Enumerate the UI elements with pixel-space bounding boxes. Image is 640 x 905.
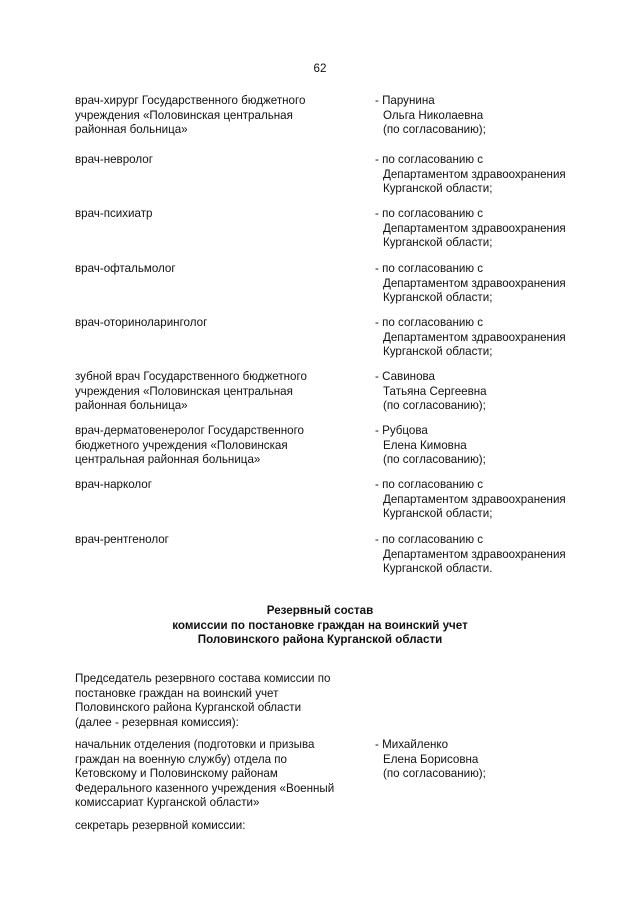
member-person: - Савинова Татьяна Сергеевна (по согласованию); [375, 370, 487, 413]
reserve-section-title: Резервный состав комиссии по постановке граждан на воинский учет Половинского района Курганской области [172, 604, 468, 647]
member-person: - по согласованию с Департаментом здравоохранения Курганской области; [375, 316, 566, 359]
member-person: - по согласованию с Департаментом здравоохранения Курганской области; [375, 153, 566, 196]
member-person: - Парунина Ольга Николаевна (по согласованию); [375, 94, 486, 137]
member-person: - по согласованию с Департаментом здравоохранения Курганской области; [375, 262, 566, 305]
member-person: - Рубцова Елена Кимовна (по согласованию); [375, 424, 486, 467]
member-role: начальник отделения (подготовки и призыва граждан на военную службу) отдела по Кетовскому и Половинскому районам Федерального казенного учреждения «Военный комиссариат Курганской области» [75, 738, 335, 810]
member-person: - Михайленко Елена Борисовна (по согласованию); [375, 738, 486, 781]
member-person: - по согласованию с Департаментом здравоохранения Курганской области. [375, 533, 566, 576]
member-role: секретарь резервной комиссии: [75, 819, 246, 832]
member-role: врач-офтальмолог [75, 262, 176, 275]
member-role: врач-нарколог [75, 478, 152, 491]
member-person: - по согласованию с Департаментом здравоохранения Курганской области; [375, 478, 566, 521]
member-role: зубной врач Государственного бюджетного учреждения «Половинская центральная районная больница» [75, 370, 307, 413]
member-role: врач-дерматовенеролог Государственного бюджетного учреждения «Половинская центральная районная больница» [75, 424, 304, 467]
page-number: 62 [313, 62, 327, 75]
member-role: врач-невролог [75, 153, 153, 166]
member-role: врач-психиатр [75, 207, 153, 220]
member-role: врач-рентгенолог [75, 533, 169, 546]
member-person: - по согласованию с Департаментом здравоохранения Курганской области; [375, 207, 566, 250]
member-role: врач-хирург Государственного бюджетного учреждения «Половинская центральная районная больница» [75, 94, 306, 137]
member-role: врач-оториноларинголог [75, 316, 208, 329]
member-role: Председатель резервного состава комиссии по постановке граждан на воинский учет Половинского района Курганской области (далее - резервная комиссия): [75, 672, 331, 729]
